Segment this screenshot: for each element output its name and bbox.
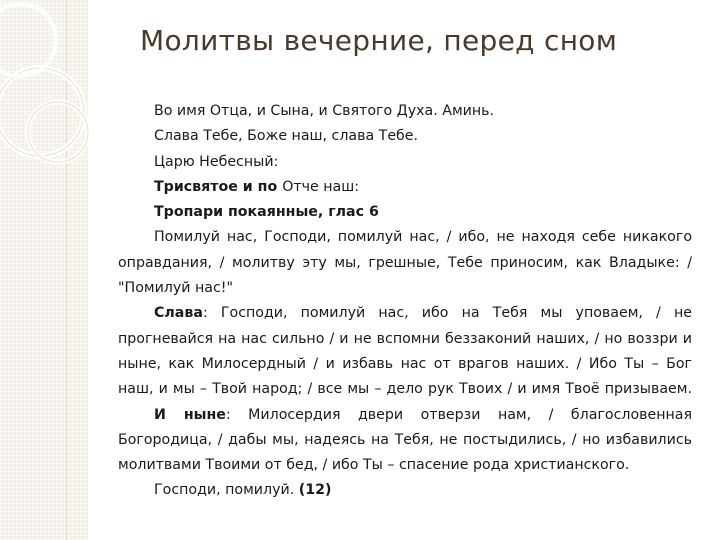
text-segment: молитвами Твоими от бед, / ибо Ты – спасение рода христианского. <box>118 457 630 474</box>
text-segment: Помилуй нас, Господи, помилуй нас, / ибо, не находя себе никакого <box>154 229 692 246</box>
text-line <box>118 225 692 250</box>
bold-text-segment: И ныне <box>154 406 226 423</box>
slide-title: Молитвы вечерние, перед сном <box>140 24 618 57</box>
text-line <box>118 453 692 478</box>
text-line <box>118 124 692 149</box>
text-line <box>118 403 692 428</box>
text-line <box>118 150 692 175</box>
bold-text-segment: Слава <box>154 305 203 322</box>
text-line <box>118 200 692 225</box>
text-line <box>118 276 692 301</box>
text-line <box>118 251 692 276</box>
text-segment: оправдания, / молитву эту мы, грешные, Тебе приносим, как Владыке: / <box>118 254 692 271</box>
text-segment: ныне, как Милосердный / и избавь нас от врагов наших. / Ибо Ты – Бог <box>118 355 692 372</box>
text-segment: наш, и мы – Твой народ; / все мы – дело рук Твоих / и имя Твоё призываем. <box>118 381 692 398</box>
prayer-text <box>118 99 692 504</box>
text-segment: : Милосердия двери отверзи нам, / благословенная <box>225 406 692 423</box>
bold-text-segment: Трисвятое и по <box>154 178 283 195</box>
text-segment: Слава Тебе, Боже наш, слава Тебе. <box>154 128 419 145</box>
bold-text-segment: (12) <box>298 482 332 499</box>
text-line <box>118 377 692 402</box>
text-segment: прогневайся на нас сильно / и не вспомни беззаконий наших, / но воззри и <box>118 330 692 347</box>
decorative-circles-icon <box>0 0 110 170</box>
text-segment: Господи, помилуй. <box>154 482 299 499</box>
text-segment: Отче наш: <box>282 178 359 195</box>
text-line <box>118 99 692 124</box>
text-line <box>118 428 692 453</box>
bold-text-segment: Тропари покаянные, глас 6 <box>154 204 379 221</box>
text-line <box>118 352 692 377</box>
text-segment: "Помилуй нас!" <box>118 280 233 297</box>
text-segment: Царю Небесный: <box>154 153 279 170</box>
text-line <box>118 175 692 200</box>
text-line <box>118 478 692 503</box>
text-line <box>118 327 692 352</box>
text-segment: Богородица, / дабы мы, надеясь на Тебя, не постыдились, / но избавились <box>118 431 692 448</box>
text-line <box>118 301 692 326</box>
text-segment: : Господи, помилуй нас, ибо на Тебя мы уповаем, / не <box>202 305 692 322</box>
text-segment: Во имя Отца, и Сына, и Святого Духа. Аминь. <box>154 103 495 119</box>
